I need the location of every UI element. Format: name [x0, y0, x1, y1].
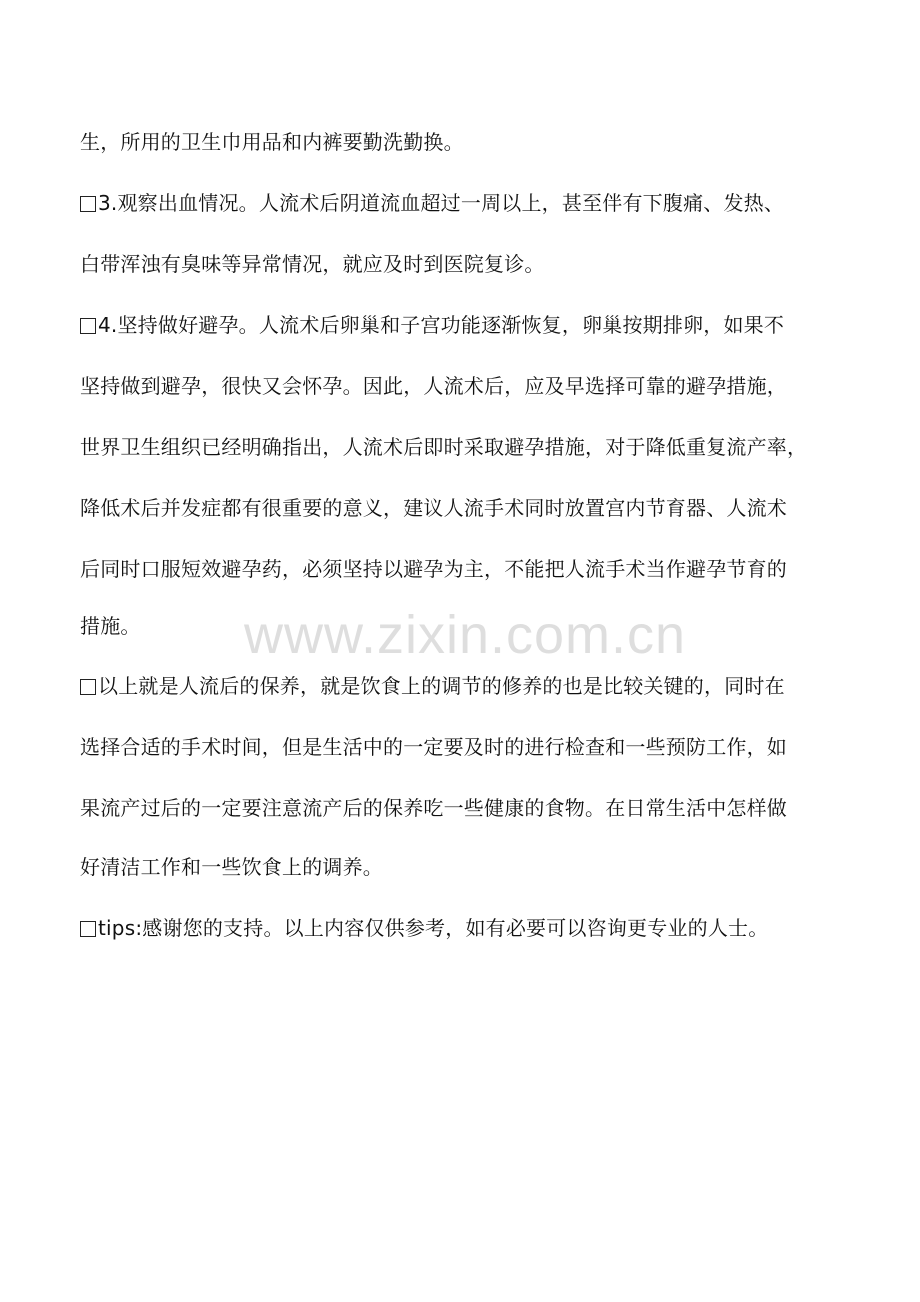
text-line: [80, 128, 860, 156]
line-text: 好清洁工作和一些饮食上的调养。: [80, 855, 383, 879]
text-line: [80, 372, 860, 400]
checkbox-glyph-icon: [80, 679, 96, 695]
line-text: 降低术后并发症都有很重要的意义，建议人流手术同时放置宫内节育器、人流术: [80, 496, 787, 520]
checkbox-glyph-icon: [80, 318, 96, 334]
text-line: [80, 672, 860, 700]
line-text: 生，所用的卫生巾用品和内裤要勤洗勤换。: [80, 130, 464, 154]
line-text: 果流产过后的一定要注意流产后的保养吃一些健康的食物。在日常生活中怎样做: [80, 796, 787, 820]
line-text: 4.坚持做好避孕。人流术后卵巢和子宫功能逐渐恢复，卵巢按期排卵，如果不: [98, 313, 785, 337]
text-line: [80, 433, 860, 461]
line-text: 世界卫生组织已经明确指出，人流术后即时采取避孕措施，对于降低重复流产率，: [80, 435, 808, 459]
checkbox-glyph-icon: [80, 196, 96, 212]
text-line: [80, 494, 860, 522]
text-line: [80, 794, 860, 822]
line-text: 坚持做到避孕，很快又会怀孕。因此，人流术后，应及早选择可靠的避孕措施，: [80, 374, 787, 398]
text-line: [80, 311, 860, 339]
line-text: 措施。: [80, 614, 141, 638]
line-text: 3.观察出血情况。人流术后阴道流血超过一周以上，甚至伴有下腹痛、发热、: [98, 191, 785, 215]
text-line: [80, 733, 860, 761]
line-text: tips:感谢您的支持。以上内容仅供参考，如有必要可以咨询更专业的人士。: [98, 916, 769, 940]
line-text: 选择合适的手术时间，但是生活中的一定要及时的进行检查和一些预防工作，如: [80, 735, 787, 759]
checkbox-glyph-icon: [80, 921, 96, 937]
line-text: 以上就是人流后的保养，就是饮食上的调节的修养的也是比较关键的，同时在: [98, 674, 785, 698]
text-line: [80, 555, 860, 583]
text-line: [80, 250, 860, 278]
text-line: [80, 853, 860, 881]
line-text: 白带浑浊有臭味等异常情况，就应及时到医院复诊。: [80, 252, 545, 276]
text-line: [80, 914, 860, 942]
watermark: www.zixin.com.cn: [243, 605, 687, 665]
line-text: 后同时口服短效避孕药，必须坚持以避孕为主，不能把人流手术当作避孕节育的: [80, 557, 787, 581]
text-line: [80, 189, 860, 217]
